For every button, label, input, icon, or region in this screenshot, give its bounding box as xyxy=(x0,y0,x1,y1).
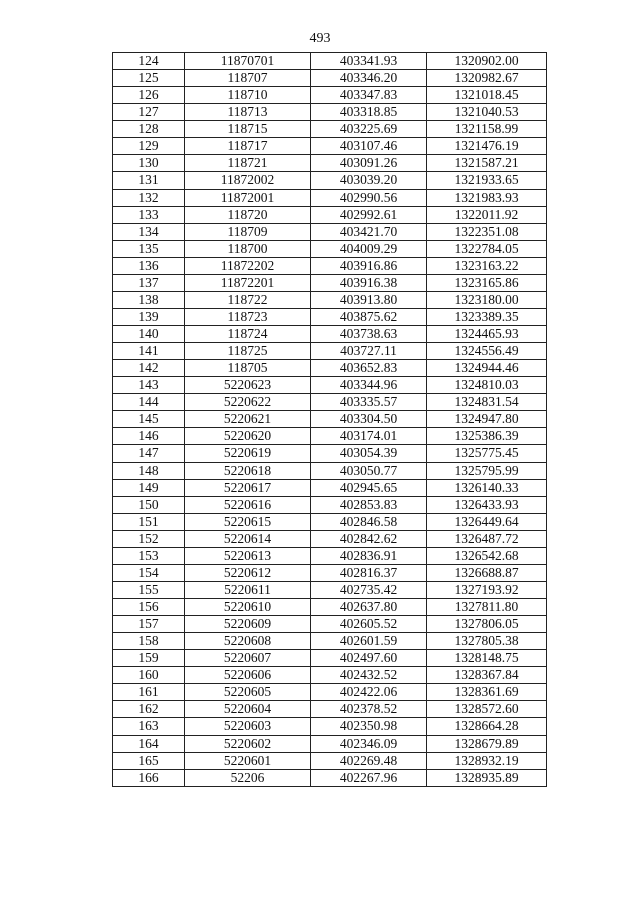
row-index-cell: 165 xyxy=(113,752,185,769)
y-coordinate-cell: 1328679.89 xyxy=(427,735,547,752)
row-index-cell: 153 xyxy=(113,547,185,564)
table-row xyxy=(113,223,547,240)
table-row xyxy=(113,581,547,598)
x-coordinate-cell: 402846.58 xyxy=(311,513,427,530)
point-id-cell: 118713 xyxy=(185,104,311,121)
row-index-cell: 156 xyxy=(113,599,185,616)
table-body xyxy=(113,53,547,787)
row-index-cell: 129 xyxy=(113,138,185,155)
row-index-cell: 151 xyxy=(113,513,185,530)
table-row xyxy=(113,291,547,308)
y-coordinate-cell: 1328361.69 xyxy=(427,684,547,701)
y-coordinate-cell: 1328572.60 xyxy=(427,701,547,718)
x-coordinate-cell: 402816.37 xyxy=(311,564,427,581)
row-index-cell: 141 xyxy=(113,343,185,360)
y-coordinate-cell: 1321983.93 xyxy=(427,189,547,206)
y-coordinate-cell: 1327806.05 xyxy=(427,616,547,633)
point-id-cell: 5220611 xyxy=(185,581,311,598)
table-row xyxy=(113,206,547,223)
y-coordinate-cell: 1325775.45 xyxy=(427,445,547,462)
point-id-cell: 5220603 xyxy=(185,718,311,735)
y-coordinate-cell: 1326487.72 xyxy=(427,530,547,547)
table-row xyxy=(113,155,547,172)
table-row xyxy=(113,547,547,564)
y-coordinate-cell: 1327193.92 xyxy=(427,581,547,598)
point-id-cell: 5220601 xyxy=(185,752,311,769)
x-coordinate-cell: 403107.46 xyxy=(311,138,427,155)
point-id-cell: 118715 xyxy=(185,121,311,138)
point-id-cell: 5220605 xyxy=(185,684,311,701)
page-number: 493 xyxy=(309,31,331,46)
y-coordinate-cell: 1326433.93 xyxy=(427,496,547,513)
x-coordinate-cell: 402269.48 xyxy=(311,752,427,769)
table-row xyxy=(113,377,547,394)
point-id-cell: 118717 xyxy=(185,138,311,155)
table-row xyxy=(113,513,547,530)
row-index-cell: 162 xyxy=(113,701,185,718)
x-coordinate-cell: 403916.38 xyxy=(311,274,427,291)
y-coordinate-cell: 1321587.21 xyxy=(427,155,547,172)
y-coordinate-cell: 1327805.38 xyxy=(427,633,547,650)
row-index-cell: 159 xyxy=(113,650,185,667)
point-id-cell: 5220620 xyxy=(185,428,311,445)
table-row xyxy=(113,360,547,377)
point-id-cell: 5220616 xyxy=(185,496,311,513)
point-id-cell: 118723 xyxy=(185,308,311,325)
point-id-cell: 5220614 xyxy=(185,530,311,547)
point-id-cell: 5220622 xyxy=(185,394,311,411)
row-index-cell: 130 xyxy=(113,155,185,172)
x-coordinate-cell: 403727.11 xyxy=(311,343,427,360)
table-row xyxy=(113,701,547,718)
table-row xyxy=(113,394,547,411)
row-index-cell: 155 xyxy=(113,581,185,598)
table-row xyxy=(113,496,547,513)
row-index-cell: 161 xyxy=(113,684,185,701)
table-row xyxy=(113,599,547,616)
row-index-cell: 145 xyxy=(113,411,185,428)
point-id-cell: 118700 xyxy=(185,240,311,257)
row-index-cell: 157 xyxy=(113,616,185,633)
x-coordinate-cell: 402422.06 xyxy=(311,684,427,701)
table-row xyxy=(113,752,547,769)
y-coordinate-cell: 1328932.19 xyxy=(427,752,547,769)
y-coordinate-cell: 1321018.45 xyxy=(427,87,547,104)
y-coordinate-cell: 1323165.86 xyxy=(427,274,547,291)
row-index-cell: 124 xyxy=(113,53,185,70)
row-index-cell: 132 xyxy=(113,189,185,206)
y-coordinate-cell: 1321476.19 xyxy=(427,138,547,155)
x-coordinate-cell: 403318.85 xyxy=(311,104,427,121)
point-id-cell: 11872202 xyxy=(185,257,311,274)
x-coordinate-cell: 402637.80 xyxy=(311,599,427,616)
x-coordinate-cell: 403335.57 xyxy=(311,394,427,411)
y-coordinate-cell: 1324944.46 xyxy=(427,360,547,377)
table-row xyxy=(113,718,547,735)
point-id-cell: 118722 xyxy=(185,291,311,308)
point-id-cell: 5220615 xyxy=(185,513,311,530)
y-coordinate-cell: 1328148.75 xyxy=(427,650,547,667)
table-row xyxy=(113,274,547,291)
y-coordinate-cell: 1328367.84 xyxy=(427,667,547,684)
x-coordinate-cell: 403341.93 xyxy=(311,53,427,70)
x-coordinate-cell: 403225.69 xyxy=(311,121,427,138)
x-coordinate-cell: 403421.70 xyxy=(311,223,427,240)
row-index-cell: 135 xyxy=(113,240,185,257)
x-coordinate-cell: 403346.20 xyxy=(311,70,427,87)
table-row xyxy=(113,343,547,360)
point-id-cell: 5220610 xyxy=(185,599,311,616)
y-coordinate-cell: 1321040.53 xyxy=(427,104,547,121)
point-id-cell: 5220623 xyxy=(185,377,311,394)
table-row xyxy=(113,172,547,189)
x-coordinate-cell: 403174.01 xyxy=(311,428,427,445)
point-id-cell: 5220606 xyxy=(185,667,311,684)
table-row xyxy=(113,667,547,684)
table-row xyxy=(113,564,547,581)
point-id-cell: 11872001 xyxy=(185,189,311,206)
table-row xyxy=(113,411,547,428)
x-coordinate-cell: 402735.42 xyxy=(311,581,427,598)
x-coordinate-cell: 403916.86 xyxy=(311,257,427,274)
x-coordinate-cell: 403050.77 xyxy=(311,462,427,479)
x-coordinate-cell: 402605.52 xyxy=(311,616,427,633)
table-row xyxy=(113,616,547,633)
point-id-cell: 52206 xyxy=(185,769,311,786)
y-coordinate-cell: 1324947.80 xyxy=(427,411,547,428)
x-coordinate-cell: 402836.91 xyxy=(311,547,427,564)
x-coordinate-cell: 403652.83 xyxy=(311,360,427,377)
table-row xyxy=(113,87,547,104)
x-coordinate-cell: 403039.20 xyxy=(311,172,427,189)
x-coordinate-cell: 402601.59 xyxy=(311,633,427,650)
point-id-cell: 11872002 xyxy=(185,172,311,189)
table-row xyxy=(113,769,547,786)
y-coordinate-cell: 1324831.54 xyxy=(427,394,547,411)
table-row xyxy=(113,308,547,325)
point-id-cell: 5220621 xyxy=(185,411,311,428)
row-index-cell: 154 xyxy=(113,564,185,581)
coordinates-table xyxy=(112,52,547,787)
y-coordinate-cell: 1324556.49 xyxy=(427,343,547,360)
table-row xyxy=(113,479,547,496)
point-id-cell: 5220609 xyxy=(185,616,311,633)
y-coordinate-cell: 1323163.22 xyxy=(427,257,547,274)
row-index-cell: 166 xyxy=(113,769,185,786)
x-coordinate-cell: 403344.96 xyxy=(311,377,427,394)
point-id-cell: 5220617 xyxy=(185,479,311,496)
point-id-cell: 118707 xyxy=(185,70,311,87)
x-coordinate-cell: 403347.83 xyxy=(311,87,427,104)
x-coordinate-cell: 403054.39 xyxy=(311,445,427,462)
x-coordinate-cell: 402432.52 xyxy=(311,667,427,684)
row-index-cell: 137 xyxy=(113,274,185,291)
row-index-cell: 164 xyxy=(113,735,185,752)
row-index-cell: 158 xyxy=(113,633,185,650)
y-coordinate-cell: 1322011.92 xyxy=(427,206,547,223)
y-coordinate-cell: 1320982.67 xyxy=(427,70,547,87)
table-row xyxy=(113,445,547,462)
y-coordinate-cell: 1323389.35 xyxy=(427,308,547,325)
row-index-cell: 150 xyxy=(113,496,185,513)
y-coordinate-cell: 1326449.64 xyxy=(427,513,547,530)
row-index-cell: 148 xyxy=(113,462,185,479)
point-id-cell: 118725 xyxy=(185,343,311,360)
row-index-cell: 131 xyxy=(113,172,185,189)
point-id-cell: 118720 xyxy=(185,206,311,223)
x-coordinate-cell: 404009.29 xyxy=(311,240,427,257)
y-coordinate-cell: 1321158.99 xyxy=(427,121,547,138)
row-index-cell: 127 xyxy=(113,104,185,121)
row-index-cell: 128 xyxy=(113,121,185,138)
point-id-cell: 5220612 xyxy=(185,564,311,581)
point-id-cell: 118709 xyxy=(185,223,311,240)
row-index-cell: 149 xyxy=(113,479,185,496)
x-coordinate-cell: 402497.60 xyxy=(311,650,427,667)
x-coordinate-cell: 403091.26 xyxy=(311,155,427,172)
row-index-cell: 143 xyxy=(113,377,185,394)
table-row xyxy=(113,326,547,343)
table-row xyxy=(113,428,547,445)
row-index-cell: 142 xyxy=(113,360,185,377)
row-index-cell: 133 xyxy=(113,206,185,223)
table-row xyxy=(113,189,547,206)
point-id-cell: 118710 xyxy=(185,87,311,104)
y-coordinate-cell: 1326688.87 xyxy=(427,564,547,581)
table-row xyxy=(113,684,547,701)
point-id-cell: 5220602 xyxy=(185,735,311,752)
table-row xyxy=(113,53,547,70)
y-coordinate-cell: 1324465.93 xyxy=(427,326,547,343)
x-coordinate-cell: 403913.80 xyxy=(311,291,427,308)
row-index-cell: 163 xyxy=(113,718,185,735)
table-row xyxy=(113,633,547,650)
row-index-cell: 136 xyxy=(113,257,185,274)
y-coordinate-cell: 1327811.80 xyxy=(427,599,547,616)
table-row xyxy=(113,138,547,155)
row-index-cell: 126 xyxy=(113,87,185,104)
x-coordinate-cell: 403875.62 xyxy=(311,308,427,325)
table-row xyxy=(113,104,547,121)
point-id-cell: 5220608 xyxy=(185,633,311,650)
point-id-cell: 5220607 xyxy=(185,650,311,667)
y-coordinate-cell: 1326542.68 xyxy=(427,547,547,564)
point-id-cell: 118705 xyxy=(185,360,311,377)
y-coordinate-cell: 1328664.28 xyxy=(427,718,547,735)
x-coordinate-cell: 402842.62 xyxy=(311,530,427,547)
table-row xyxy=(113,70,547,87)
y-coordinate-cell: 1321933.65 xyxy=(427,172,547,189)
table-row xyxy=(113,121,547,138)
row-index-cell: 146 xyxy=(113,428,185,445)
point-id-cell: 5220619 xyxy=(185,445,311,462)
row-index-cell: 138 xyxy=(113,291,185,308)
x-coordinate-cell: 402990.56 xyxy=(311,189,427,206)
row-index-cell: 147 xyxy=(113,445,185,462)
y-coordinate-cell: 1322784.05 xyxy=(427,240,547,257)
row-index-cell: 125 xyxy=(113,70,185,87)
y-coordinate-cell: 1320902.00 xyxy=(427,53,547,70)
y-coordinate-cell: 1324810.03 xyxy=(427,377,547,394)
table-row xyxy=(113,462,547,479)
y-coordinate-cell: 1328935.89 xyxy=(427,769,547,786)
point-id-cell: 11870701 xyxy=(185,53,311,70)
x-coordinate-cell: 402992.61 xyxy=(311,206,427,223)
row-index-cell: 160 xyxy=(113,667,185,684)
table-row xyxy=(113,735,547,752)
x-coordinate-cell: 403304.50 xyxy=(311,411,427,428)
point-id-cell: 11872201 xyxy=(185,274,311,291)
row-index-cell: 139 xyxy=(113,308,185,325)
x-coordinate-cell: 402378.52 xyxy=(311,701,427,718)
point-id-cell: 5220604 xyxy=(185,701,311,718)
row-index-cell: 140 xyxy=(113,326,185,343)
row-index-cell: 152 xyxy=(113,530,185,547)
x-coordinate-cell: 402350.98 xyxy=(311,718,427,735)
y-coordinate-cell: 1326140.33 xyxy=(427,479,547,496)
point-id-cell: 118721 xyxy=(185,155,311,172)
row-index-cell: 144 xyxy=(113,394,185,411)
x-coordinate-cell: 402853.83 xyxy=(311,496,427,513)
row-index-cell: 134 xyxy=(113,223,185,240)
x-coordinate-cell: 402945.65 xyxy=(311,479,427,496)
y-coordinate-cell: 1325795.99 xyxy=(427,462,547,479)
point-id-cell: 118724 xyxy=(185,326,311,343)
table-row xyxy=(113,240,547,257)
point-id-cell: 5220618 xyxy=(185,462,311,479)
table-row xyxy=(113,650,547,667)
table-row xyxy=(113,257,547,274)
x-coordinate-cell: 402346.09 xyxy=(311,735,427,752)
table-row xyxy=(113,530,547,547)
y-coordinate-cell: 1325386.39 xyxy=(427,428,547,445)
x-coordinate-cell: 402267.96 xyxy=(311,769,427,786)
y-coordinate-cell: 1323180.00 xyxy=(427,291,547,308)
y-coordinate-cell: 1322351.08 xyxy=(427,223,547,240)
point-id-cell: 5220613 xyxy=(185,547,311,564)
x-coordinate-cell: 403738.63 xyxy=(311,326,427,343)
